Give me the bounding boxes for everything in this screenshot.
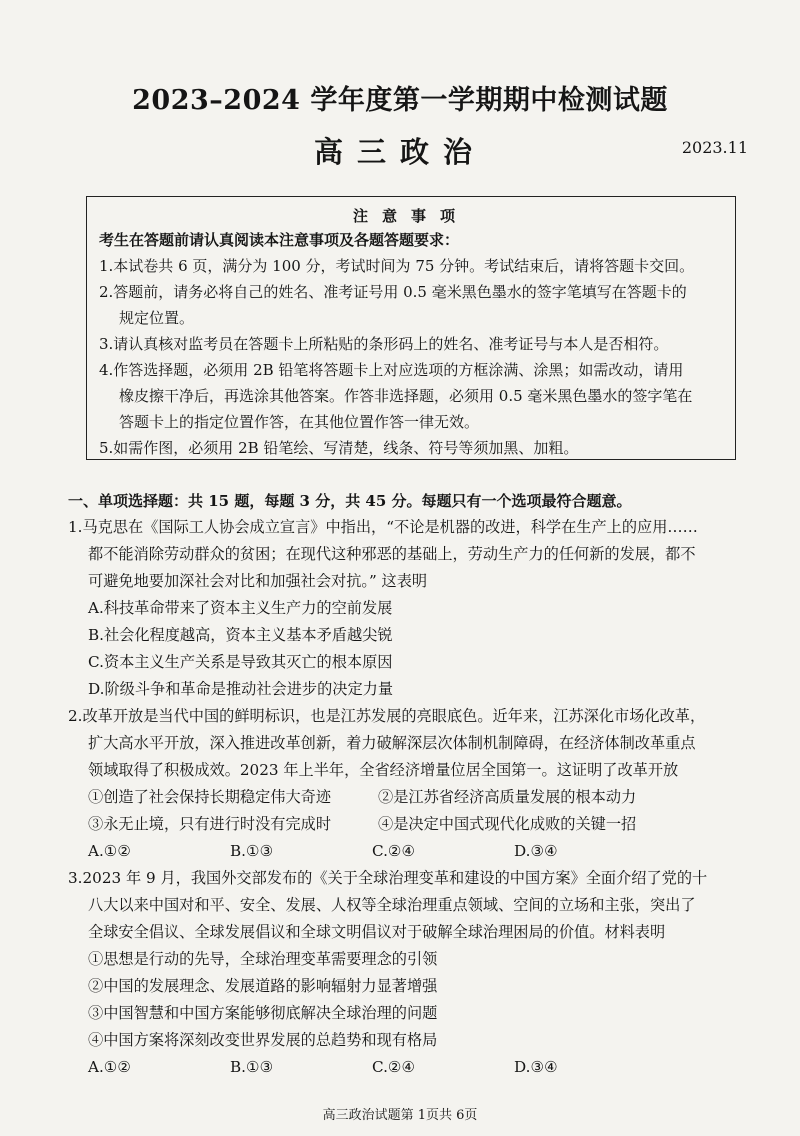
question-stem-line: 可避免地要加深社会对比和加强社会对抗。” 这表明: [88, 572, 428, 590]
notice-item-4-cont-2: 答题卡上的指定位置作答，在其他位置作答一律无效。: [119, 413, 480, 431]
choice-d: D.③④: [514, 842, 558, 860]
question-stem-line: 2.改革开放是当代中国的鲜明标识，也是江苏发展的亮眼底色。近年来，江苏深化市场化改革，: [68, 707, 706, 725]
notice-item-5: 5.如需作图，必须用 2B 铅笔绘、写清楚，线条、符号等须加黑、加粗。: [99, 439, 579, 457]
statement-1: ①创造了社会保持长期稳定伟大奇迹: [88, 788, 331, 806]
notice-item-3: 3.请认真核对监考员在答题卡上所粘贴的条形码上的姓名、准考证号与本人是否相符。: [99, 335, 669, 353]
choice-b: B.①③: [230, 1058, 274, 1076]
section-single-choice: [68, 488, 768, 1081]
option-c: C.资本主义生产关系是导致其灭亡的根本原因: [88, 653, 393, 671]
question-stem-line: 领域取得了积极成效。2023 年上半年，全省经济增量位居全国第一。这证明了改革开放: [88, 761, 679, 779]
option-a: A.科技革命带来了资本主义生产力的空前发展: [88, 599, 393, 617]
question-stem-line: 全球安全倡议、全球发展倡议和全球文明倡议对于破解全球治理困局的价值。材料表明: [88, 923, 666, 941]
statement-3: ③永无止境，只有进行时没有完成时: [88, 815, 331, 833]
statement-2: ②是江苏省经济高质量发展的根本动力: [378, 788, 637, 806]
question-3: [68, 865, 768, 1081]
choice-a: A.①②: [88, 1058, 132, 1076]
exam-date: 2023.11: [681, 138, 748, 157]
question-stem-line: 八大以来中国对和平、安全、发展、人权等全球治理重点领域、空间的立场和主张，突出了: [88, 896, 696, 914]
statement-1: ①思想是行动的先导，全球治理变革需要理念的引领: [88, 950, 438, 968]
statement-2: ②中国的发展理念、发展道路的影响辐射力显著增强: [88, 977, 438, 995]
question-stem-line: 1.马克思在《国际工人协会成立宣言》中指出，“不论是机器的改进，科学在生产上的应用……: [68, 518, 698, 536]
option-d: D.阶级斗争和革命是推动社会进步的决定力量: [88, 680, 394, 698]
question-1: [68, 514, 768, 703]
exam-title: 2023–2024 学年度第一学期期中检测试题: [132, 85, 668, 116]
option-b: B.社会化程度越高，资本主义基本矛盾越尖锐: [88, 626, 393, 644]
choice-b: B.①③: [230, 842, 274, 860]
choice-d: D.③④: [514, 1058, 558, 1076]
notice-intro: 考生在答题前请认真阅读本注意事项及各题答题要求：: [99, 231, 460, 249]
notice-box: [86, 196, 736, 460]
statement-3: ③中国智慧和中国方案能够彻底解决全球治理的问题: [88, 1004, 438, 1022]
notice-item-4: 4.作答选择题，必须用 2B 铅笔将答题卡上对应选项的方框涂满、涂黑；如需改动，请用: [99, 361, 684, 379]
notice-item-2: 2.答题前，请务必将自己的姓名、准考证号用 0.5 毫米黑色墨水的签字笔填写在答题卡的: [99, 283, 687, 301]
notice-item-4-cont-1: 橡皮擦干净后，再选涂其他答案。作答非选择题，必须用 0.5 毫米黑色墨水的签字笔在: [119, 387, 693, 405]
section-heading: 一、单项选择题：共 15 题，每题 3 分，共 45 分。每题只有一个选项最符合题意。: [68, 492, 632, 510]
question-stem-line: 3.2023 年 9 月，我国外交部发布的《关于全球治理变革和建设的中国方案》全面介绍了党的十: [68, 869, 708, 887]
question-stem-line: 扩大高水平开放，深入推进改革创新，着力破解深层次体制机制障碍，在经济体制改革重点: [88, 734, 696, 752]
notice-item-2-cont: 规定位置。: [119, 309, 195, 327]
notice-item-1: 1.本试卷共 6 页，满分为 100 分，考试时间为 75 分钟。考试结束后，请将答题卡交回。: [99, 257, 695, 275]
notice-title: 注意事项: [352, 207, 469, 225]
statement-4: ④中国方案将深刻改变世界发展的总趋势和现有格局: [88, 1031, 438, 1049]
choice-c: C.②④: [372, 1058, 416, 1076]
question-2: [68, 703, 768, 865]
page-footer: 高三政治试题第 1页共 6页: [322, 1108, 478, 1123]
question-stem-line: 都不能消除劳动群众的贫困；在现代这种邪恶的基础上，劳动生产力的任何新的发展，都不: [88, 545, 696, 563]
choice-a: A.①②: [88, 842, 132, 860]
choice-c: C.②④: [372, 842, 416, 860]
statement-4: ④是决定中国式现代化成败的关键一招: [378, 815, 637, 833]
exam-subject: 高三政治: [313, 135, 486, 169]
